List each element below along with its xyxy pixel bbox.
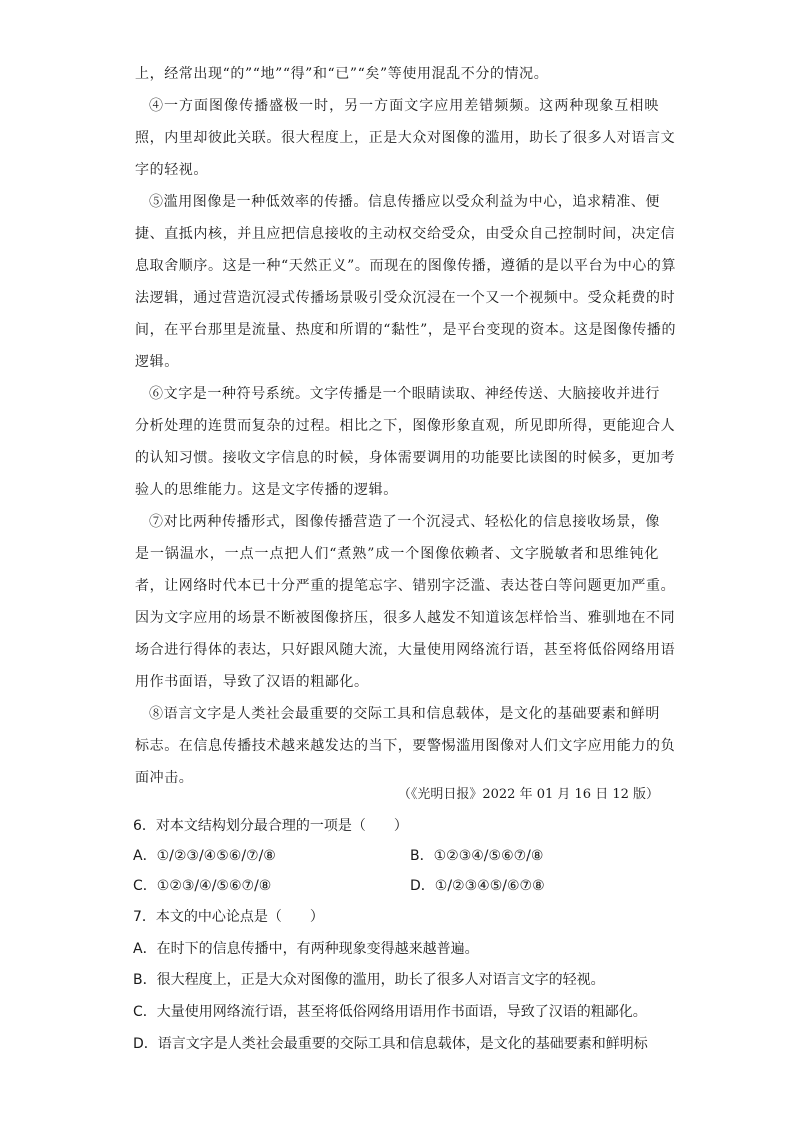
article-line: ⑦对比两种传播形式，图像传播营造了一个沉浸式、轻松化的信息接收场景，像 [149, 514, 660, 530]
article-line: 者，让网络时代本已十分严重的提笔忘字、错别字泛滥、表达苍白等问题更加严重。 [135, 578, 676, 594]
question-7-option-b[interactable]: B．很大程度上，正是大众对图像的滥用，助长了很多人对语言文字的轻视。 [133, 972, 605, 988]
article-line: 分析处理的连贯而复杂的过程。相比之下，图像形象直观，所见即所得，更能迎合人 [135, 418, 676, 434]
article-line: 的认知习惯。接收文字信息的时候，身体需要调用的功能要比读图的时候多，更加考 [135, 450, 676, 466]
question-6-option-b[interactable]: B．①②③④/⑤⑥⑦/⑧ [410, 848, 544, 864]
question-7-option-a[interactable]: A．在时下的信息传播中，有两种现象变得越来越普遍。 [133, 941, 479, 957]
article-line: 字的轻视。 [135, 162, 208, 178]
article-line: 面冲击。 [135, 770, 194, 786]
question-7-option-c[interactable]: C．大量使用网络流行语，甚至将低俗网络用语用作书面语，导致了汉语的粗鄙化。 [133, 1004, 647, 1020]
question-6-option-c[interactable]: C．①②③/④/⑤⑥⑦/⑧ [133, 878, 272, 894]
article-line: 是一锅温水，一点一点把人们“煮熟”成一个图像依赖者、文字脱敏者和思维钝化 [135, 546, 659, 562]
question-7-option-d[interactable]: D．语言文字是人类社会最重要的交际工具和信息载体，是文化的基础要素和鲜明标 [133, 1036, 648, 1052]
article-line: 标志。在信息传播技术越来越发达的当下，要警惕滥用图像对人们文字应用能力的负 [135, 738, 676, 754]
article-line: 用作书面语，导致了汉语的粗鄙化。 [135, 674, 369, 690]
question-6-option-a[interactable]: A．①/②③/④⑤⑥/⑦/⑧ [133, 848, 276, 864]
question-7-stem: 7．本文的中心论点是（ ） [133, 909, 324, 925]
article-line: 照，内里却彼此关联。很大程度上，正是大众对图像的滥用，助长了很多人对语言文 [135, 130, 676, 146]
article-line: 上，经常出现“的”“地”“得”和“已”“矣”等使用混乱不分的情况。 [135, 66, 549, 82]
article-source: （《光明日报》2022 年 01 月 16 日 12 版） [397, 787, 659, 802]
article-line: 逻辑。 [135, 354, 179, 370]
question-6-stem: 6．对本文结构划分最合理的一项是（ ） [133, 818, 408, 834]
article-line: 因为文字应用的场景不断被图像挤压，很多人越发不知道该怎样恰当、雅驯地在不同 [135, 610, 676, 626]
article-line: 验人的思维能力。这是文字传播的逻辑。 [135, 482, 398, 498]
article-line: 间，在平台那里是流量、热度和所谓的“黏性”，是平台变现的资本。这是图像传播的 [135, 322, 677, 338]
article-line: ④一方面图像传播盛极一时，另一方面文字应用差错频频。这两种现象互相映 [149, 98, 659, 114]
article-line: ⑧语言文字是人类社会最重要的交际工具和信息载体，是文化的基础要素和鲜明 [149, 706, 660, 722]
article-line: 法逻辑，通过营造沉浸式传播场景吸引受众沉浸在一个又一个视频中。受众耗费的时 [135, 290, 676, 306]
article-line: 捷、直抵内核，并且应把信息接收的主动权交给受众，由受众自己控制时间，决定信 [135, 226, 676, 242]
article-line: 场合进行得体的表达，只好跟风随大流，大量使用网络流行语，甚至将低俗网络用语 [135, 642, 676, 658]
article-line: 息取舍顺序。这是一种“天然正义”。而现在的图像传播，遵循的是以平台为中心的算 [135, 258, 677, 274]
article-line: ⑤滥用图像是一种低效率的传播。信息传播应以受众利益为中心，追求精准、便 [149, 194, 660, 210]
question-6-option-d[interactable]: D．①/②③④⑤/⑥⑦⑧ [410, 878, 545, 894]
article-line: ⑥文字是一种符号系统。文字传播是一个眼睛读取、神经传送、大脑接收并进行 [149, 386, 660, 402]
